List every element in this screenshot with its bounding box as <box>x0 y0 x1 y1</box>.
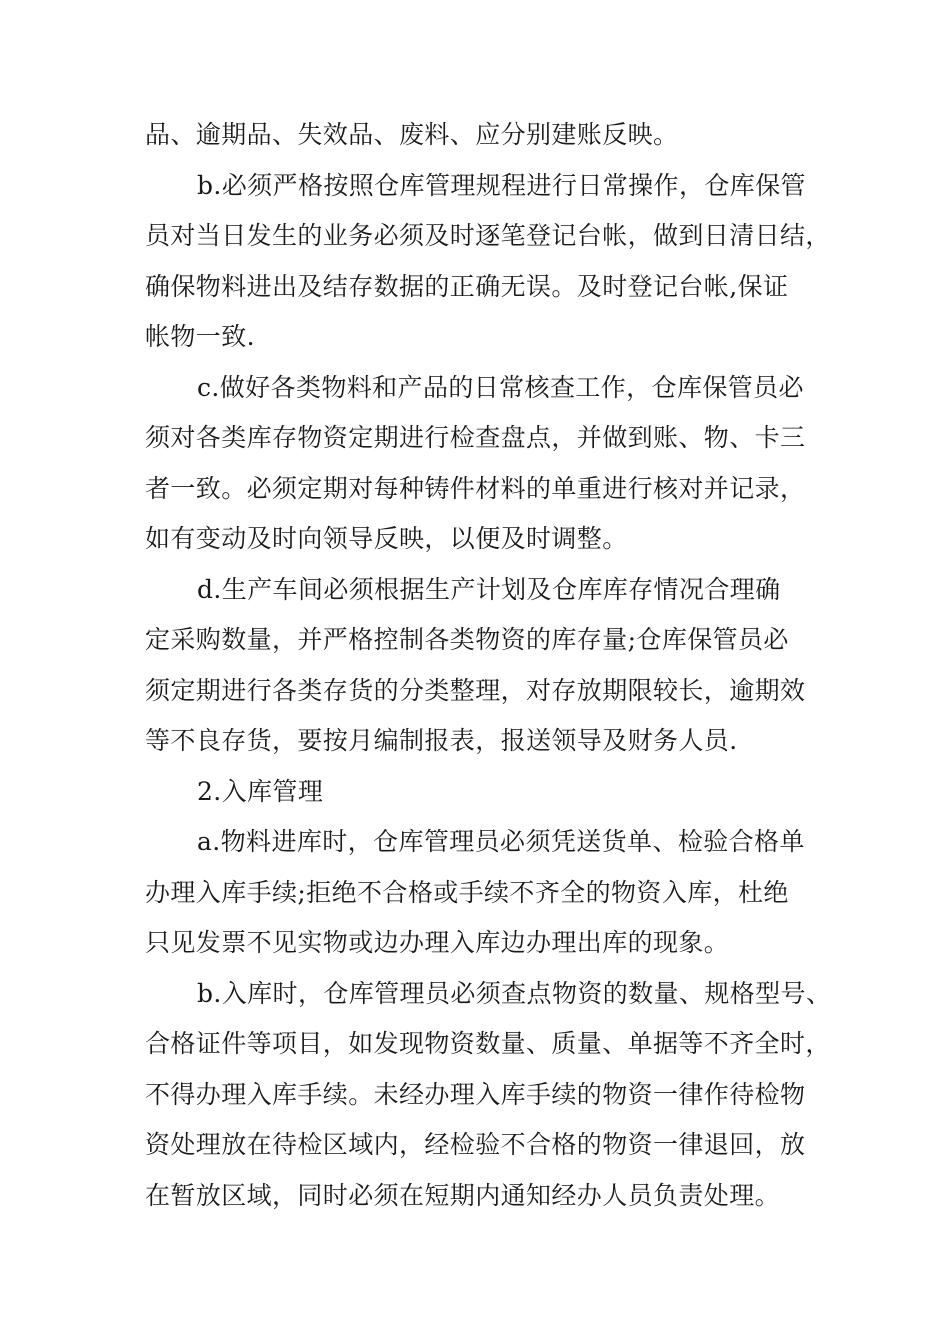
text-line: 在暂放区域，同时必须在短期内通知经办人员负责处理。 <box>145 1180 781 1210</box>
text-line: 品、逾期品、失效品、废料、应分别建账反映。 <box>145 120 679 149</box>
text-line: 合格证件等项目，如发现物资数量、质量、单据等不齐全时， <box>145 1029 831 1058</box>
text-line: b.必须严格按照仓库管理规程进行日常操作，仓库保管 <box>197 170 806 200</box>
text-line: 员对当日发生的业务必须及时逐笔登记台帐，做到日清日结， <box>145 221 831 250</box>
text-line: 资处理放在待检区域内，经检验不合格的物资一律退回，放 <box>145 1130 806 1159</box>
text-line: b.入库时，仓库管理员必须查点物资的数量、规格型号、 <box>197 978 832 1008</box>
text-line: a.物料进库时，仓库管理员必须凭送货单、检验合格单 <box>197 827 805 856</box>
text-line: 办理入库手续;拒绝不合格或手续不齐全的物资入库，杜绝 <box>145 877 789 907</box>
text-line: 定采购数量，并严格控制各类物资的库存量;仓库保管员必 <box>145 625 789 654</box>
text-line: 不得办理入库手续。未经办理入库手续的物资一律作待检物 <box>145 1079 806 1109</box>
text-line: d.生产车间必须根据生产计划及仓库库存情况合理确 <box>197 574 781 604</box>
section-heading: 2.入库管理 <box>197 776 324 806</box>
text-line: c.做好各类物料和产品的日常核查工作，仓库保管员必 <box>197 372 804 402</box>
text-line: 如有变动及时向领导反映，以便及时调整。 <box>145 524 628 553</box>
text-line: 须对各类库存物资定期进行检查盘点，并做到账、物、卡三 <box>145 423 806 452</box>
text-line: 须定期进行各类存货的分类整理，对存放期限较长，逾期效 <box>145 675 806 705</box>
text-line: 只见发票不见实物或边办理入库边办理出库的现象。 <box>145 928 730 957</box>
document-body <box>145 110 832 1221</box>
text-line: 者一致。必须定期对每种铸件材料的单重进行核对并记录， <box>145 473 806 503</box>
text-line: 等不良存货，要按月编制报表，报送领导及财务人员. <box>145 726 738 755</box>
text-line: 帐物一致. <box>145 322 255 351</box>
text-line: 确保物料进出及结存数据的正确无误。及时登记台帐,保证 <box>145 271 789 301</box>
